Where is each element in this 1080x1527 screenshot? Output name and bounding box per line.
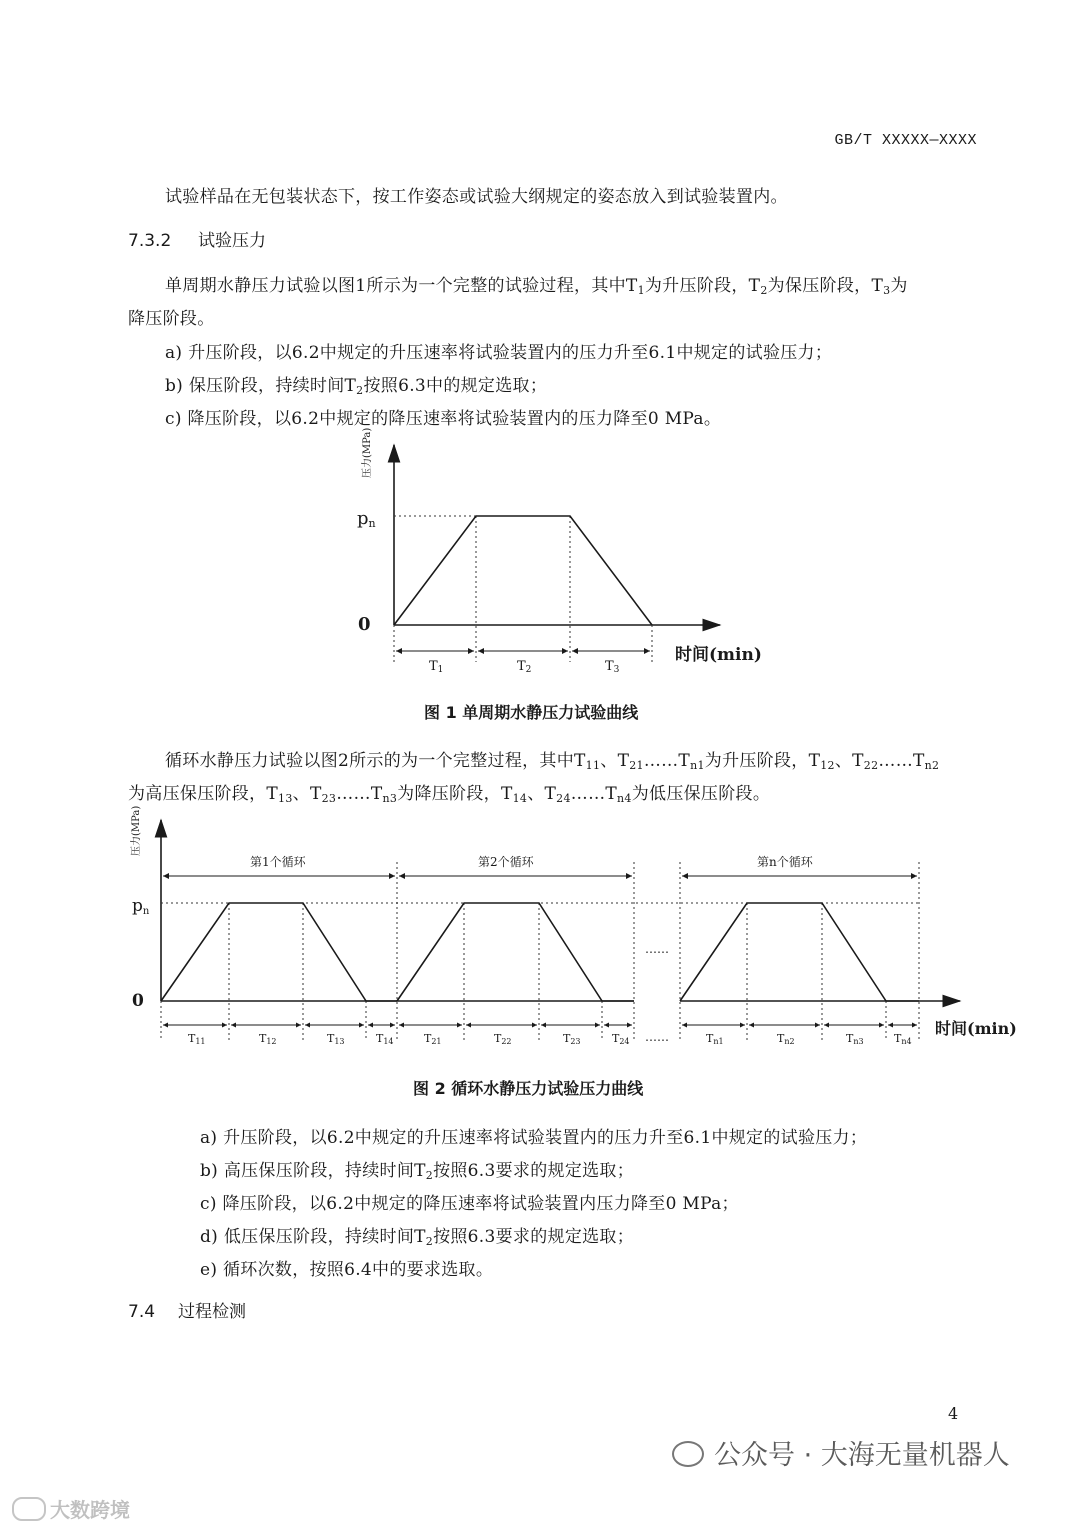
watermark-left-icon <box>12 1497 46 1521</box>
fig2-ellipsis-bottom: …… <box>645 1030 669 1044</box>
list2-item-b: b) 高压保压阶段，持续时间$T_2$按照6.3要求的规定选取； <box>200 1161 635 1182</box>
fig2-ellipsis-mid: …… <box>645 942 669 956</box>
fig2-t24: T24 <box>612 1032 630 1046</box>
fig2-cyclen-label: 第n个循环 <box>757 855 813 869</box>
para2-line2: 为高压保压阶段，$T_{13}$、$T_{23}\dots\dots T_{n3}$为降压阶段，$T_{14}$、$T_{24}\dots\dots T_{n4}$为低压保压阶段。 <box>128 784 771 805</box>
intro-line: 试验样品在无包装状态下，按工作姿态或试验大纲规定的姿态放入到试验装置内。 <box>165 187 788 207</box>
fig2-caption: 图 2 循环水静压力试验压力曲线 <box>413 1079 644 1098</box>
fig2-ylabel: 压力(MPa) <box>131 805 142 856</box>
fig2-t22: T22 <box>494 1032 512 1046</box>
page-number: 4 <box>948 1404 959 1423</box>
fig1-t2-label: T2 <box>517 659 532 675</box>
fig1-pressure-curve <box>394 516 652 625</box>
document-code: GB/T XXXXX—XXXX <box>834 132 977 149</box>
fig2-xlabel: 时间(min) <box>935 1019 1017 1038</box>
fig2-tn2: Tn2 <box>777 1032 795 1046</box>
fig2-t13: T13 <box>327 1032 345 1046</box>
section-title: 过程检测 <box>178 1302 246 1322</box>
fig1-ylabel: 压力(MPa) <box>362 427 373 478</box>
fig2-cycle2-curve <box>397 903 634 1001</box>
list1-item-c: c) 降压阶段，以6.2中规定的降压速率将试验装置内的压力降至0 MPa。 <box>165 409 722 429</box>
watermark-left: 大数跨境 <box>12 1494 130 1523</box>
fig1-caption: 图 1 单周期水静压力试验曲线 <box>424 703 639 722</box>
fig2-tn4: Tn4 <box>894 1032 912 1046</box>
list2-item-c: c) 降压阶段，以6.2中规定的降压速率将试验装置内压力降至0 MPa； <box>200 1194 739 1214</box>
fig2-t14: T14 <box>376 1032 394 1046</box>
list1-item-b: b) 保压阶段，持续时间$T_2$按照6.3中的规定选取； <box>165 376 548 397</box>
section-title: 试验压力 <box>198 231 266 251</box>
fig1-pn-label: pn <box>357 508 376 530</box>
list2-item-e: e) 循环次数，按照6.4中的要求选取。 <box>200 1260 494 1280</box>
watermark-right: 公众号 · 大海无量机器人 <box>672 1433 1010 1472</box>
para1-line1: 单周期水静压力试验以图1所示为一个完整的试验过程，其中$T_1$为升压阶段，$T_2$为保压阶段，$T_3$为 <box>165 276 908 297</box>
para2-line1: 循环水静压力试验以图2所示的为一个完整过程，其中$T_{11}$、$T_{21}\dots\dots T_{n1}$为升压阶段，$T_{12}$、$T_{22}\dots\dots T_{n2}$ <box>165 751 940 772</box>
fig2-tn3: Tn3 <box>846 1032 864 1046</box>
fig2-t23: T23 <box>563 1032 581 1046</box>
fig2-tn1: Tn1 <box>706 1032 724 1046</box>
list1-item-a: a) 升压阶段，以6.2中规定的升压速率将试验装置内的压力升至6.1中规定的试验压力； <box>165 343 833 363</box>
fig2-dividers <box>161 862 919 1040</box>
fig2-t11: T11 <box>188 1032 206 1046</box>
section-number: 7.3.2 <box>128 231 172 251</box>
section-number: 7.4 <box>128 1302 156 1322</box>
wechat-icon <box>672 1441 704 1467</box>
fig1-xlabel: 时间(min) <box>675 645 762 665</box>
fig2-phase-labels <box>188 1032 912 1046</box>
list2-item-d: d) 低压保压阶段，持续时间$T_2$按照6.3要求的规定选取； <box>200 1227 635 1248</box>
list2-item-a: a) 升压阶段，以6.2中规定的升压速率将试验装置内的压力升至6.1中规定的试验压力； <box>200 1128 868 1148</box>
fig2-cycle1-curve <box>161 903 397 1001</box>
fig2-zero-label: 0 <box>132 991 144 1011</box>
para1-line2: 降压阶段。 <box>128 309 215 329</box>
fig2-cyclen-curve <box>680 903 919 1001</box>
fig1-t3-label: T3 <box>605 659 620 675</box>
fig1-zero-label: 0 <box>358 614 371 635</box>
fig2-t12: T12 <box>259 1032 277 1046</box>
fig2-cycle1-label: 第1个循环 <box>250 855 306 869</box>
section-7-4 <box>128 1297 246 1322</box>
fig2-t21: T21 <box>424 1032 442 1046</box>
fig2-pn-label: pn <box>132 896 150 917</box>
fig1-t1-label: T1 <box>429 659 444 675</box>
fig2-cycle2-label: 第2个循环 <box>478 855 534 869</box>
